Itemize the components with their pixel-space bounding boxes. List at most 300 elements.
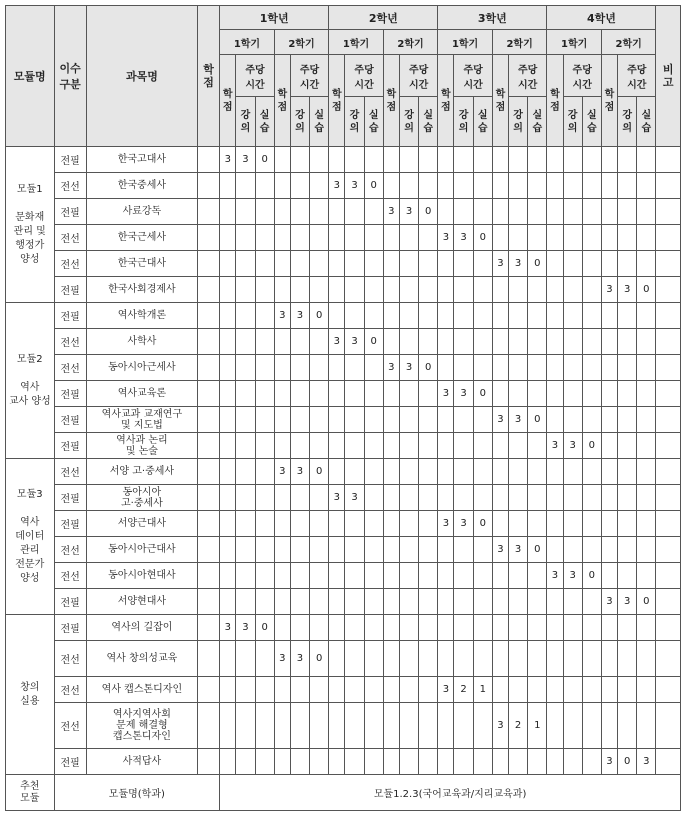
- cell-credit: 3: [438, 225, 454, 251]
- course-type: 전필: [54, 511, 86, 537]
- cell-lecture: 3: [563, 563, 582, 589]
- cell-empty: [582, 407, 601, 433]
- cell-empty: [236, 355, 255, 381]
- cell-empty: [274, 433, 290, 459]
- cell-empty: [492, 749, 508, 775]
- cell-empty: [364, 277, 383, 303]
- header-weekly-hours: 주당 시간: [399, 55, 437, 97]
- note-cell: [656, 537, 681, 563]
- cell-empty: [345, 381, 364, 407]
- cell-empty: [364, 537, 383, 563]
- cell-empty: [236, 703, 255, 749]
- cell-empty: [329, 303, 345, 329]
- cell-empty: [637, 511, 656, 537]
- cell-empty: [364, 459, 383, 485]
- course-type: 전선: [54, 563, 86, 589]
- cell-empty: [528, 615, 547, 641]
- cell-empty: [329, 225, 345, 251]
- table-row: [6, 381, 681, 407]
- cell-empty: [310, 511, 329, 537]
- header-practice: 실 습: [419, 97, 438, 147]
- cell-empty: [345, 225, 364, 251]
- cell-lecture: 3: [399, 355, 418, 381]
- cell-empty: [547, 589, 563, 615]
- course-type: 전선: [54, 329, 86, 355]
- cell-empty: [383, 749, 399, 775]
- cell-empty: [601, 703, 617, 749]
- cell-empty: [528, 485, 547, 511]
- cell-empty: [419, 459, 438, 485]
- note-cell: [656, 355, 681, 381]
- cell-empty: [383, 173, 399, 199]
- course-credit-total: [197, 563, 219, 589]
- cell-empty: [492, 563, 508, 589]
- header-practice: 실 습: [582, 97, 601, 147]
- cell-credit: 3: [274, 641, 290, 677]
- course-credit-total: [197, 433, 219, 459]
- cell-empty: [364, 677, 383, 703]
- cell-empty: [310, 537, 329, 563]
- note-cell: [656, 251, 681, 277]
- cell-empty: [329, 511, 345, 537]
- cell-lecture: 3: [345, 485, 364, 511]
- cell-empty: [509, 329, 528, 355]
- cell-practice: 0: [364, 173, 383, 199]
- cell-empty: [419, 485, 438, 511]
- cell-empty: [274, 511, 290, 537]
- cell-empty: [438, 563, 454, 589]
- cell-empty: [236, 749, 255, 775]
- cell-empty: [255, 459, 274, 485]
- cell-empty: [438, 641, 454, 677]
- cell-empty: [345, 433, 364, 459]
- course-name: 역사 캡스톤디자인: [86, 677, 197, 703]
- cell-empty: [454, 251, 473, 277]
- cell-empty: [236, 677, 255, 703]
- cell-empty: [492, 459, 508, 485]
- cell-empty: [255, 485, 274, 511]
- cell-empty: [454, 199, 473, 225]
- header-semester: 2학기: [383, 30, 438, 55]
- course-name: 역사지역사회 문제 해결형 캡스톤디자인: [86, 703, 197, 749]
- course-type: 전선: [54, 537, 86, 563]
- cell-empty: [582, 641, 601, 677]
- cell-empty: [601, 641, 617, 677]
- cell-credit: 3: [492, 251, 508, 277]
- course-credit-total: [197, 589, 219, 615]
- cell-empty: [601, 677, 617, 703]
- cell-empty: [547, 277, 563, 303]
- cell-empty: [220, 199, 236, 225]
- cell-empty: [236, 485, 255, 511]
- cell-empty: [290, 381, 309, 407]
- cell-empty: [637, 407, 656, 433]
- cell-empty: [383, 511, 399, 537]
- header-practice: 실 습: [637, 97, 656, 147]
- cell-empty: [563, 225, 582, 251]
- cell-empty: [547, 303, 563, 329]
- cell-empty: [383, 703, 399, 749]
- cell-empty: [509, 563, 528, 589]
- cell-empty: [601, 225, 617, 251]
- cell-empty: [618, 537, 637, 563]
- cell-empty: [236, 251, 255, 277]
- course-credit-total: [197, 537, 219, 563]
- cell-empty: [582, 615, 601, 641]
- table-row: [6, 563, 681, 589]
- course-name: 역사교과 교재연구 및 지도법: [86, 407, 197, 433]
- header-lecture: 강 의: [236, 97, 255, 147]
- table-row: [6, 537, 681, 563]
- cell-empty: [637, 703, 656, 749]
- cell-empty: [547, 225, 563, 251]
- cell-practice: 0: [310, 303, 329, 329]
- table-row: [6, 225, 681, 251]
- cell-empty: [473, 641, 492, 677]
- cell-empty: [454, 459, 473, 485]
- cell-empty: [274, 381, 290, 407]
- cell-empty: [618, 199, 637, 225]
- cell-lecture: 0: [618, 749, 637, 775]
- cell-empty: [220, 459, 236, 485]
- cell-empty: [345, 615, 364, 641]
- cell-credit: 3: [383, 355, 399, 381]
- cell-empty: [419, 277, 438, 303]
- footer-right: 모듈1.2.3(국어교육과/지리교육과): [220, 775, 681, 811]
- cell-empty: [310, 225, 329, 251]
- cell-empty: [419, 563, 438, 589]
- cell-empty: [582, 147, 601, 173]
- header-lecture: 강 의: [454, 97, 473, 147]
- cell-empty: [637, 225, 656, 251]
- cell-credit: 3: [438, 381, 454, 407]
- course-type: 전필: [54, 589, 86, 615]
- cell-empty: [528, 199, 547, 225]
- cell-empty: [329, 407, 345, 433]
- cell-empty: [220, 355, 236, 381]
- table-row: [6, 303, 681, 329]
- cell-empty: [454, 703, 473, 749]
- course-credit-total: [197, 485, 219, 511]
- cell-empty: [492, 147, 508, 173]
- cell-empty: [473, 589, 492, 615]
- cell-empty: [310, 589, 329, 615]
- cell-empty: [310, 485, 329, 511]
- cell-empty: [473, 485, 492, 511]
- cell-empty: [601, 147, 617, 173]
- cell-empty: [582, 329, 601, 355]
- cell-empty: [454, 749, 473, 775]
- cell-empty: [563, 355, 582, 381]
- cell-empty: [601, 563, 617, 589]
- cell-empty: [236, 277, 255, 303]
- note-cell: [656, 563, 681, 589]
- cell-lecture: 3: [290, 641, 309, 677]
- cell-empty: [509, 485, 528, 511]
- cell-empty: [419, 589, 438, 615]
- cell-empty: [383, 407, 399, 433]
- note-cell: [656, 511, 681, 537]
- cell-empty: [473, 303, 492, 329]
- cell-empty: [329, 563, 345, 589]
- cell-practice: 0: [528, 251, 547, 277]
- cell-empty: [329, 251, 345, 277]
- cell-empty: [364, 199, 383, 225]
- cell-empty: [438, 485, 454, 511]
- cell-empty: [601, 615, 617, 641]
- header-semester: 1학기: [547, 30, 602, 55]
- cell-empty: [290, 589, 309, 615]
- cell-empty: [290, 537, 309, 563]
- cell-empty: [438, 749, 454, 775]
- cell-empty: [399, 277, 418, 303]
- cell-empty: [329, 615, 345, 641]
- cell-empty: [563, 147, 582, 173]
- cell-empty: [399, 563, 418, 589]
- cell-empty: [310, 407, 329, 433]
- cell-empty: [547, 641, 563, 677]
- cell-lecture: 2: [454, 677, 473, 703]
- cell-empty: [454, 147, 473, 173]
- cell-empty: [454, 407, 473, 433]
- course-credit-total: [197, 749, 219, 775]
- cell-practice: 0: [637, 589, 656, 615]
- cell-empty: [220, 381, 236, 407]
- cell-empty: [454, 303, 473, 329]
- header-weekly-hours: 주당 시간: [236, 55, 274, 97]
- cell-empty: [364, 511, 383, 537]
- note-cell: [656, 277, 681, 303]
- course-name: 한국중세사: [86, 173, 197, 199]
- cell-empty: [419, 677, 438, 703]
- cell-empty: [473, 329, 492, 355]
- cell-empty: [383, 563, 399, 589]
- cell-practice: 0: [528, 407, 547, 433]
- table-row: [6, 173, 681, 199]
- course-name: 한국사회경제사: [86, 277, 197, 303]
- cell-empty: [637, 147, 656, 173]
- cell-credit: 3: [220, 615, 236, 641]
- cell-practice: 0: [528, 537, 547, 563]
- cell-empty: [236, 329, 255, 355]
- cell-empty: [274, 563, 290, 589]
- table-row: [6, 703, 681, 749]
- cell-empty: [473, 407, 492, 433]
- cell-empty: [290, 147, 309, 173]
- cell-empty: [274, 355, 290, 381]
- cell-empty: [509, 677, 528, 703]
- cell-empty: [582, 749, 601, 775]
- course-name: 사학사: [86, 329, 197, 355]
- header-semester-credit: 학 점: [492, 55, 508, 147]
- cell-empty: [582, 459, 601, 485]
- cell-empty: [236, 537, 255, 563]
- cell-empty: [236, 381, 255, 407]
- cell-empty: [274, 173, 290, 199]
- cell-empty: [364, 433, 383, 459]
- cell-empty: [345, 749, 364, 775]
- cell-empty: [563, 589, 582, 615]
- note-cell: [656, 199, 681, 225]
- cell-empty: [582, 199, 601, 225]
- cell-empty: [528, 589, 547, 615]
- cell-empty: [547, 251, 563, 277]
- course-credit-total: [197, 199, 219, 225]
- cell-empty: [399, 303, 418, 329]
- cell-empty: [601, 329, 617, 355]
- header-weekly-hours: 주당 시간: [563, 55, 601, 97]
- cell-empty: [399, 589, 418, 615]
- cell-empty: [618, 407, 637, 433]
- cell-empty: [492, 589, 508, 615]
- header-semester: 2학기: [601, 30, 656, 55]
- header-weekly-hours: 주당 시간: [290, 55, 328, 97]
- cell-credit: 3: [274, 303, 290, 329]
- cell-empty: [290, 615, 309, 641]
- course-name: 서양 고·중세사: [86, 459, 197, 485]
- cell-empty: [473, 749, 492, 775]
- cell-empty: [345, 199, 364, 225]
- cell-empty: [618, 329, 637, 355]
- cell-empty: [637, 173, 656, 199]
- cell-empty: [438, 615, 454, 641]
- cell-empty: [329, 749, 345, 775]
- cell-empty: [255, 303, 274, 329]
- cell-empty: [582, 173, 601, 199]
- course-credit-total: [197, 641, 219, 677]
- course-credit-total: [197, 303, 219, 329]
- cell-credit: 3: [492, 537, 508, 563]
- cell-empty: [220, 703, 236, 749]
- cell-empty: [601, 251, 617, 277]
- footer-label: 추천 모듈: [6, 775, 55, 811]
- cell-empty: [310, 749, 329, 775]
- cell-empty: [255, 511, 274, 537]
- course-name: 동아시아근대사: [86, 537, 197, 563]
- cell-practice: 0: [310, 641, 329, 677]
- cell-practice: 0: [637, 277, 656, 303]
- cell-empty: [310, 563, 329, 589]
- cell-empty: [618, 147, 637, 173]
- cell-empty: [438, 589, 454, 615]
- course-type: 전선: [54, 251, 86, 277]
- cell-practice: 1: [528, 703, 547, 749]
- header-semester-credit: 학 점: [601, 55, 617, 147]
- header-practice: 실 습: [364, 97, 383, 147]
- cell-empty: [364, 225, 383, 251]
- cell-empty: [618, 511, 637, 537]
- note-cell: [656, 173, 681, 199]
- header-semester-credit: 학 점: [547, 55, 563, 147]
- cell-empty: [419, 147, 438, 173]
- cell-empty: [601, 381, 617, 407]
- note-cell: [656, 589, 681, 615]
- cell-empty: [473, 615, 492, 641]
- cell-empty: [290, 329, 309, 355]
- table-row: [6, 355, 681, 381]
- cell-empty: [473, 355, 492, 381]
- cell-empty: [419, 381, 438, 407]
- cell-empty: [528, 563, 547, 589]
- cell-empty: [637, 677, 656, 703]
- cell-credit: 3: [438, 677, 454, 703]
- cell-empty: [473, 563, 492, 589]
- cell-empty: [582, 485, 601, 511]
- cell-empty: [236, 589, 255, 615]
- course-type: 전선: [54, 459, 86, 485]
- cell-empty: [274, 677, 290, 703]
- cell-empty: [399, 381, 418, 407]
- header-semester: 2학기: [274, 30, 329, 55]
- course-type: 전필: [54, 147, 86, 173]
- cell-empty: [419, 511, 438, 537]
- table-row: [6, 433, 681, 459]
- cell-empty: [255, 355, 274, 381]
- cell-empty: [364, 589, 383, 615]
- cell-empty: [528, 173, 547, 199]
- cell-empty: [547, 407, 563, 433]
- cell-empty: [290, 703, 309, 749]
- cell-credit: 3: [492, 703, 508, 749]
- cell-empty: [290, 225, 309, 251]
- table-row: [6, 511, 681, 537]
- cell-empty: [637, 329, 656, 355]
- cell-empty: [563, 485, 582, 511]
- cell-empty: [509, 433, 528, 459]
- header-semester-credit: 학 점: [438, 55, 454, 147]
- cell-lecture: 3: [236, 147, 255, 173]
- cell-empty: [220, 225, 236, 251]
- cell-empty: [438, 199, 454, 225]
- cell-empty: [454, 589, 473, 615]
- cell-empty: [547, 703, 563, 749]
- cell-empty: [528, 677, 547, 703]
- cell-empty: [438, 433, 454, 459]
- course-credit-total: [197, 703, 219, 749]
- cell-practice: 0: [364, 329, 383, 355]
- course-name: 역사교육론: [86, 381, 197, 407]
- course-name: 한국근대사: [86, 251, 197, 277]
- cell-practice: 0: [310, 459, 329, 485]
- cell-empty: [492, 677, 508, 703]
- cell-empty: [509, 749, 528, 775]
- cell-empty: [492, 615, 508, 641]
- cell-empty: [399, 615, 418, 641]
- course-type: 전필: [54, 381, 86, 407]
- cell-empty: [637, 251, 656, 277]
- cell-empty: [383, 277, 399, 303]
- course-type: 전선: [54, 677, 86, 703]
- header-semester: 1학기: [329, 30, 384, 55]
- cell-empty: [563, 615, 582, 641]
- cell-empty: [601, 511, 617, 537]
- note-cell: [656, 147, 681, 173]
- header-year: 3학년: [438, 6, 547, 30]
- cell-empty: [637, 303, 656, 329]
- course-type: 전필: [54, 615, 86, 641]
- cell-credit: 3: [547, 563, 563, 589]
- note-cell: [656, 749, 681, 775]
- cell-empty: [492, 329, 508, 355]
- cell-empty: [637, 199, 656, 225]
- cell-empty: [290, 407, 309, 433]
- header-weekly-hours: 주당 시간: [454, 55, 492, 97]
- cell-empty: [528, 147, 547, 173]
- cell-practice: 0: [473, 511, 492, 537]
- cell-empty: [399, 641, 418, 677]
- cell-empty: [454, 641, 473, 677]
- cell-empty: [547, 485, 563, 511]
